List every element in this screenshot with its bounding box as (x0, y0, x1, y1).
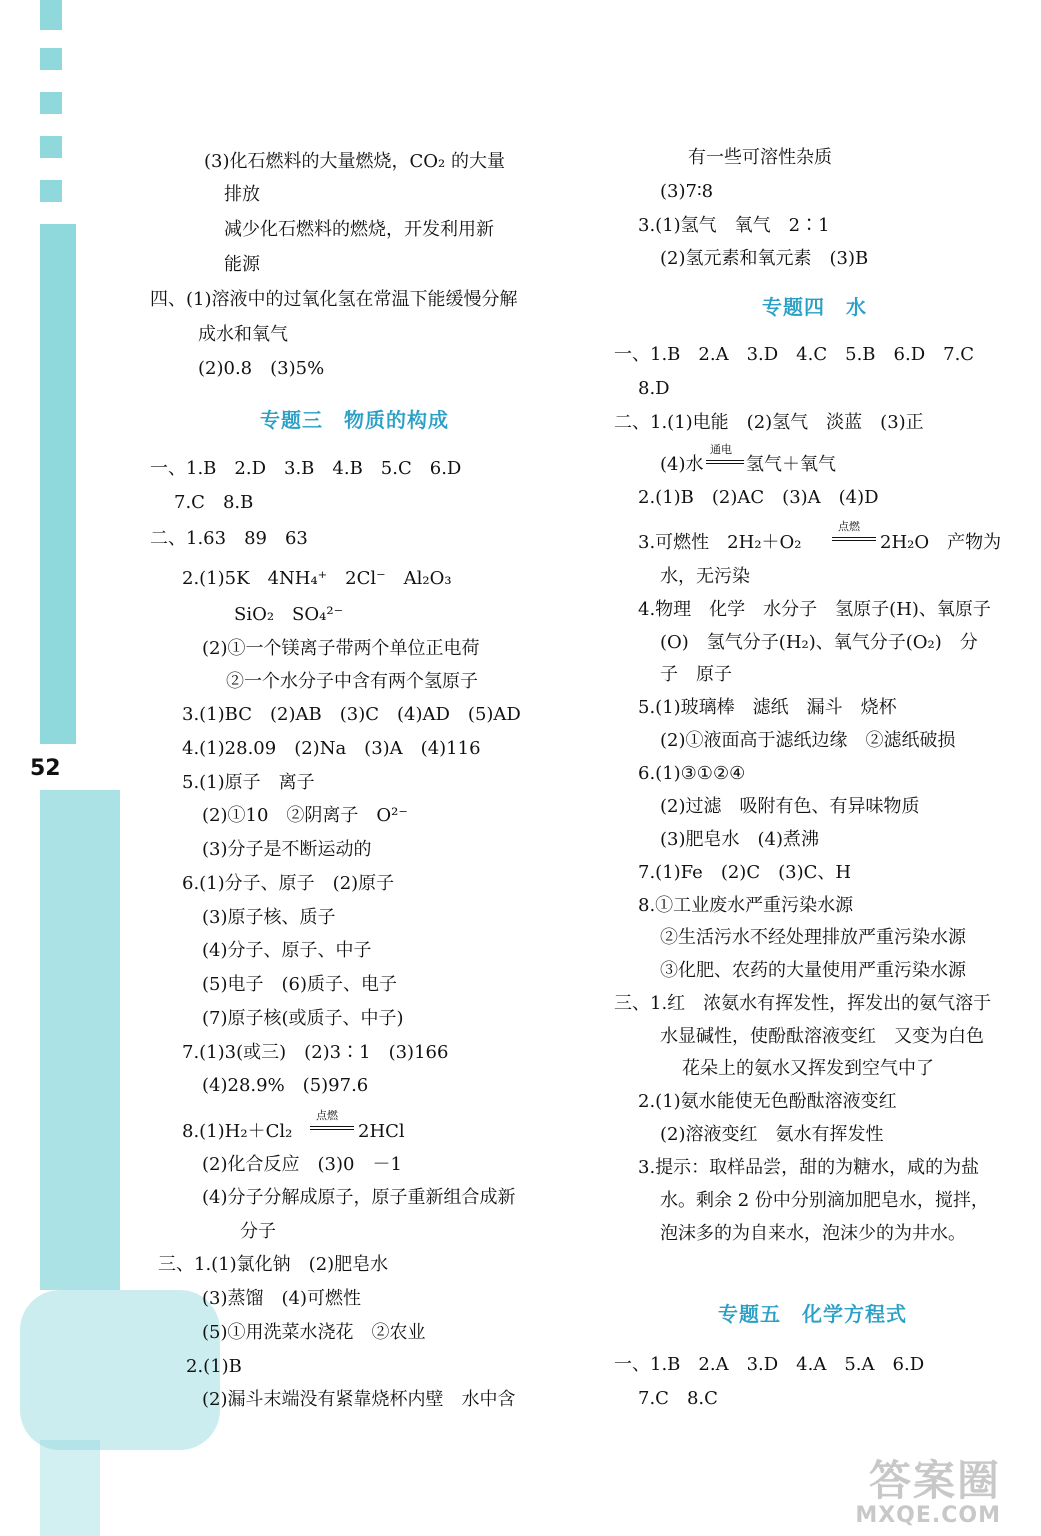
answer-line: 一、1.B 2.A 3.D 4.A 5.A 6.D (614, 1354, 925, 1375)
answer-line: (3)肥皂水 (4)煮沸 (660, 829, 819, 850)
answer-line: 2.(1)B (2)AC (3)A (4)D (638, 487, 879, 508)
section-heading: 专题三 物质的构成 (260, 408, 449, 432)
answer-line: (2)0.8 (3)5% (198, 358, 325, 379)
answer-line: (2)氢元素和氧元素 (3)B (660, 248, 869, 269)
answer-line: 能源 (224, 254, 260, 275)
answer-line: 子 原子 (660, 664, 732, 685)
reaction-condition: 点燃 (838, 520, 860, 533)
answer-line: (2)溶液变红 氨水有挥发性 (660, 1124, 884, 1145)
answer-line: 排放 (224, 184, 260, 205)
answer-line: 4.物理 化学 水分子 氢原子(H)、氧原子 (638, 599, 991, 620)
answer-line: (2)①10 ②阴离子 O²⁻ (202, 805, 408, 826)
answer-line: 减少化石燃料的燃烧，开发利用新 (224, 219, 494, 240)
answer-line: (4)分子分解成原子，原子重新组合成新 (202, 1187, 516, 1208)
answer-line: 二、1.(1)电能 (2)氢气 淡蓝 (3)正 (614, 412, 924, 433)
answer-line: 成水和氧气 (198, 324, 288, 345)
answer-line: 水。剩余 2 份中分别滴加肥皂水，搅拌， (660, 1190, 989, 1211)
answer-line: 2.(1)氨水能使无色酚酞溶液变红 (638, 1091, 897, 1112)
watermark-url: MXQE.COM (855, 1503, 1001, 1528)
answer-line: (3)7∶8 (660, 181, 714, 202)
reaction-arrow (706, 444, 744, 472)
answer-line: 二、1.63 89 63 (150, 528, 308, 549)
answer-line: (2)化合反应 (3)0 －1 (202, 1154, 402, 1175)
answer-line: (4)分子、原子、中子 (202, 940, 372, 961)
section-heading: 专题四 水 (762, 295, 867, 319)
reaction-arrow (832, 521, 876, 549)
answer-line: 3.(1)氢气 氧气 2∶1 (638, 215, 830, 236)
answer-line: 7.(1)Fe (2)C (3)C、H (638, 862, 852, 883)
answer-line: 一、1.B 2.A 3.D 4.C 5.B 6.D 7.C (614, 344, 975, 365)
answer-line: 氢气＋氧气 (746, 454, 836, 475)
page-number: 52 (30, 756, 61, 781)
answer-line: 8.①工业废水严重污染水源 (638, 895, 854, 916)
answer-line: 分子 (240, 1221, 276, 1242)
answer-line: (3)化石燃料的大量燃烧，CO₂ 的大量 (204, 151, 505, 172)
answer-line: 3.提示：取样品尝，甜的为糖水，咸的为盐 (638, 1157, 980, 1178)
answer-line: 6.(1)分子、原子 (2)原子 (182, 873, 395, 894)
reaction-condition: 点燃 (316, 1109, 338, 1122)
answer-line: ②一个水分子中含有两个氢原子 (226, 671, 478, 692)
answer-line: (4)水 (660, 454, 704, 475)
answer-line: (2)过滤 吸附有色、有异味物质 (660, 796, 920, 817)
answer-line: 有一些可溶性杂质 (688, 147, 832, 168)
answer-line: 8.D (638, 378, 670, 399)
answer-line: 7.C 8.B (174, 492, 254, 513)
answer-line: 8.(1)H₂＋Cl₂ (182, 1121, 293, 1142)
answer-line: 花朵上的氨水又挥发到空气中了 (682, 1058, 934, 1079)
answer-line: (4)28.9% (5)97.6 (202, 1075, 369, 1096)
answer-line: 3.(1)BC (2)AB (3)C (4)AD (5)AD (182, 704, 521, 725)
answer-line: 水显碱性，使酚酞溶液变红 又变为白色 (660, 1026, 984, 1047)
answer-line: ②生活污水不经处理排放严重污染水源 (660, 927, 966, 948)
section-heading: 专题五 化学方程式 (718, 1302, 907, 1326)
reaction-condition: 通电 (710, 443, 732, 456)
answer-line: 2H₂O 产物为 (880, 532, 1002, 553)
answer-line: 6.(1)③①②④ (638, 763, 746, 784)
answer-line: (2)漏斗末端没有紧靠烧杯内壁 水中含 (202, 1389, 516, 1410)
answer-line: (5)①用洗菜水浇花 ②农业 (202, 1322, 426, 1343)
answer-line: 2.(1)5K 4NH₄⁺ 2Cl⁻ Al₂O₃ (182, 568, 452, 589)
answer-line: (5)电子 (6)质子、电子 (202, 974, 397, 995)
answer-line: (O) 氢气分子(H₂)、氧气分子(O₂) 分 (660, 632, 978, 653)
answer-line: 水，无污染 (660, 566, 750, 587)
answer-line: 2HCl (358, 1121, 405, 1142)
answer-line: 7.C 8.C (638, 1388, 718, 1409)
answer-line: (2)①液面高于滤纸边缘 ②滤纸破损 (660, 730, 956, 751)
answer-line: 一、1.B 2.D 3.B 4.B 5.C 6.D (150, 458, 462, 479)
answer-line: SiO₂ SO₄²⁻ (234, 604, 344, 625)
answer-line: 泡沫多的为自来水，泡沫少的为井水。 (660, 1223, 966, 1244)
answer-line: 三、1.(1)氯化钠 (2)肥皂水 (158, 1254, 389, 1275)
answer-line: ③化肥、农药的大量使用严重污染水源 (660, 960, 966, 981)
reaction-arrow (310, 1110, 354, 1138)
answer-line: (7)原子核(或质子、中子) (202, 1008, 404, 1029)
answer-line: (3)蒸馏 (4)可燃性 (202, 1288, 361, 1309)
answer-line: 三、1.红 浓氨水有挥发性，挥发出的氨气溶于 (614, 993, 992, 1014)
answer-line: 5.(1)玻璃棒 滤纸 漏斗 烧杯 (638, 697, 897, 718)
answer-line: 3.可燃性 2H₂＋O₂ (638, 532, 802, 553)
answer-line: 4.(1)28.09 (2)Na (3)A (4)116 (182, 738, 481, 759)
watermark-title: 答案圈 (868, 1456, 1001, 1505)
watermark (855, 1458, 1001, 1528)
answer-line: (3)原子核、质子 (202, 907, 336, 928)
answer-line: (2)①一个镁离子带两个单位正电荷 (202, 638, 480, 659)
answer-line: 四、(1)溶液中的过氧化氢在常温下能缓慢分解 (150, 289, 518, 310)
answer-line: (3)分子是不断运动的 (202, 839, 372, 860)
answer-line: 2.(1)B (186, 1356, 242, 1377)
answer-line: 7.(1)3(或三) (2)3∶1 (3)166 (182, 1042, 449, 1063)
answer-line: 5.(1)原子 离子 (182, 772, 315, 793)
